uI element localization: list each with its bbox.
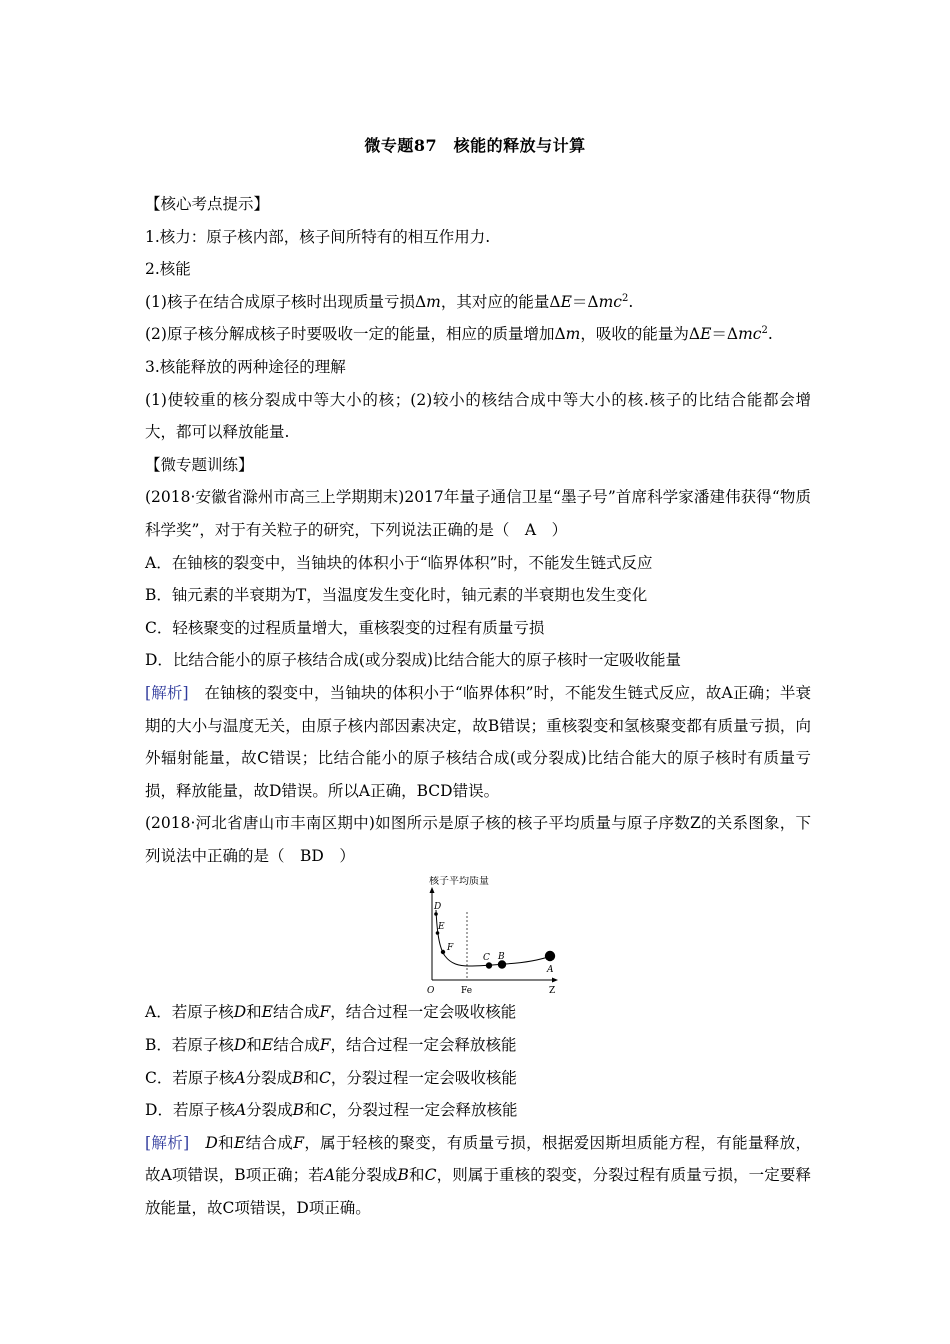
paragraph-mass-defect: (1)核子在结合成原子核时出现质量亏损Δm，其对应的能量ΔE＝Δmc$^2$.	[145, 292, 634, 311]
label-origin: O	[427, 986, 435, 997]
label-e: E	[438, 922, 445, 933]
question-1-option-d: D．比结合能小的原子核结合成(或分裂成)比结合能大的原子核时一定吸收能量	[145, 651, 682, 670]
figure-ylabel: 核子平均质量	[429, 876, 489, 888]
analysis-label: [解析]	[145, 1133, 190, 1152]
question-2-stem: (2018·河北省唐山市丰南区期中)如图所示是原子核的核子平均质量与原子序数Z的关系图象，下列说法中正确的是（ BD ）	[145, 814, 811, 865]
label-b: B	[498, 952, 505, 963]
label-fe: Fe	[461, 986, 473, 997]
section-header-key-points: 【核心考点提示】	[145, 195, 270, 213]
paragraph-nuclear-force: 1.核力：原子核内部，核子间所特有的相互作用力.	[145, 227, 491, 246]
analysis-label: [解析]	[145, 683, 189, 702]
question-2-option-a: A．若原子核D和E结合成F，结合过程一定会吸收核能	[145, 1003, 517, 1022]
question-1-stem: (2018·安徽省滁州市高三上学期期末)2017年量子通信卫星“墨子号”首席科学家潘建伟获得“物质科学奖”，对于有关粒子的研究，下列说法正确的是（ A ）	[145, 488, 811, 539]
paragraph-decomposition-energy: (2)原子核分解成核子时要吸收一定的能量，相应的质量增加Δm，吸收的能量为ΔE＝Δmc$^2$.	[145, 325, 773, 344]
question-1-analysis: [解析] 在铀核的裂变中，当铀块的体积小于“临界体积”时，不能发生链式反应，故A正确；半衰期的大小与温度无关，由原子核内部因素决定，故B错误；重核裂变和氢核聚变都有质量亏损，向外辐射能量，故C错误；比结合能小的原子核结合成(或分裂成)比结合能大的原子核时有质量亏损，释放能量，故D错误。所以A正确，BCD错误。	[145, 683, 811, 800]
x-axis-arrow	[552, 978, 558, 983]
page-title: 微专题87 核能的释放与计算	[364, 136, 586, 155]
paragraph-nuclear-energy-heading: 2.核能	[145, 260, 191, 279]
binding-curve-figure	[423, 876, 563, 996]
label-z: Z	[549, 986, 556, 997]
label-f: F	[447, 943, 454, 954]
question-1-option-a: A．在铀核的裂变中，当铀块的体积小于“临界体积”时，不能发生链式反应	[145, 553, 653, 572]
paragraph-release-ways: (1)使较重的核分裂成中等大小的核；(2)较小的核结合成中等大小的核.核子的比结合能都会增大，都可以释放能量.	[145, 390, 811, 442]
point-f	[441, 950, 445, 954]
question-1-option-c: C．轻核聚变的过程质量增大，重核裂变的过程有质量亏损	[145, 618, 545, 637]
question-1-option-b: B．铀元素的半衰期为T，当温度发生变化时，铀元素的半衰期也发生变化	[145, 586, 648, 605]
point-c	[486, 963, 492, 969]
section-header-training: 【微专题训练】	[145, 455, 254, 474]
question-2-option-c: C．若原子核A分裂成B和C，分裂过程一定会吸收核能	[145, 1068, 517, 1087]
document-body	[145, 188, 811, 1225]
label-a: A	[547, 965, 554, 976]
label-d: D	[434, 902, 442, 913]
paragraph-release-ways-heading: 3.核能释放的两种途径的理解	[145, 357, 346, 376]
label-c: C	[483, 953, 490, 964]
question-2-analysis: [解析] D和E结合成F，属于轻核的聚变，有质量亏损，根据爱因斯坦质能方程，有能量释放，故A项错误，B项正确；若A能分裂成B和C，则属于重核的裂变，分裂过程有质量亏损，一定要释放能量，故C项错误，D项正确。	[145, 1133, 811, 1218]
point-a	[545, 951, 555, 961]
y-axis-arrow	[430, 887, 435, 893]
average-mass-curve	[436, 910, 551, 966]
question-2-option-d: D．若原子核A分裂成B和C，分裂过程一定会释放核能	[145, 1101, 518, 1120]
point-d	[434, 913, 438, 917]
question-2-option-b: B．若原子核D和E结合成F，结合过程一定会释放核能	[145, 1036, 517, 1055]
